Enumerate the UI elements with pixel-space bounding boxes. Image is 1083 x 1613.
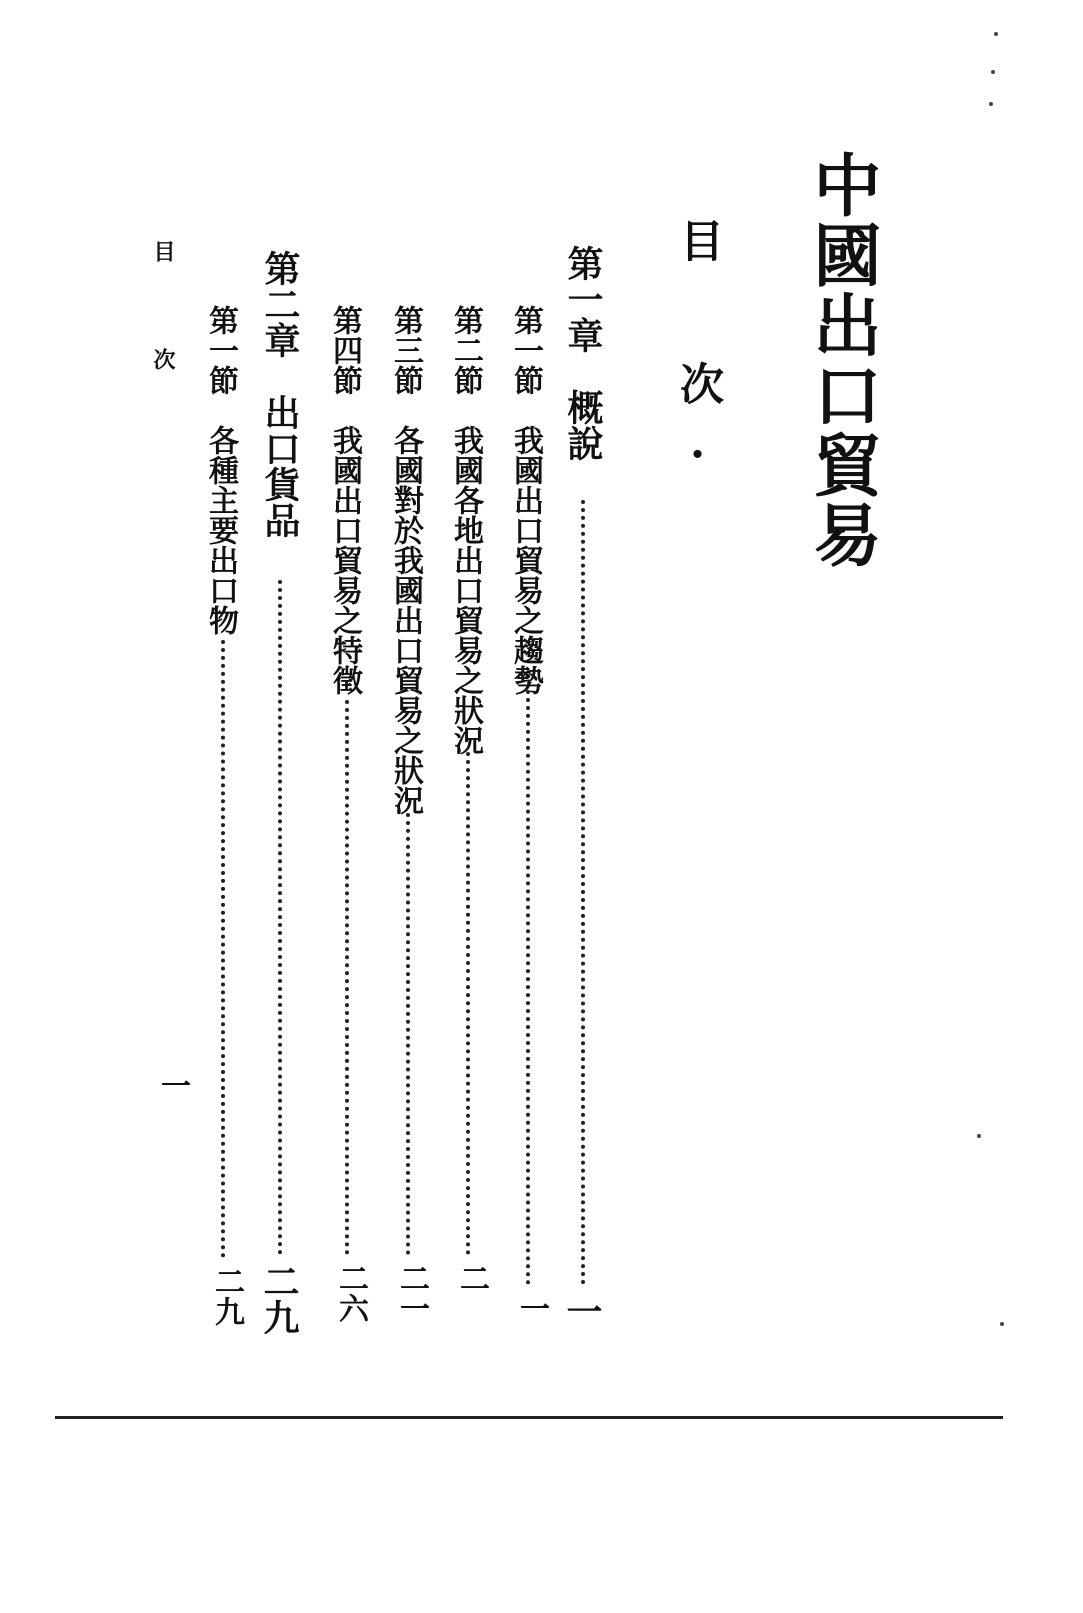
toc-entry — [558, 245, 608, 1365]
page-number: 一 — [155, 1070, 190, 1100]
toc-leader-dots — [221, 640, 225, 1258]
scan-speck — [989, 102, 993, 106]
toc-entry-label: 第三節 各國對於我國出口貿易之狀況 — [388, 305, 423, 815]
toc-entry — [255, 250, 305, 1335]
toc-entry — [198, 305, 248, 1338]
toc-entry — [383, 305, 433, 1335]
toc-page-number: 一 — [514, 1293, 549, 1323]
scan-speck — [994, 32, 998, 36]
bottom-rule — [55, 1416, 1003, 1419]
toc-page-number: 二九 — [209, 1266, 244, 1326]
toc-heading-dot: · — [672, 429, 723, 504]
toc-page-number: 二一 — [394, 1263, 429, 1323]
toc-page-number: 二九 — [258, 1263, 300, 1335]
toc-entry-label: 第一節 各種主要出口物 — [203, 305, 238, 635]
toc-entry-label: 第二章 出口貨品 — [259, 250, 301, 538]
toc-entry-label: 第四節 我國出口貿易之特徵 — [327, 305, 362, 695]
toc-heading — [665, 218, 729, 504]
toc-page-number: 一 — [561, 1293, 603, 1329]
toc-entry-label: 第一節 我國出口貿易之趨勢 — [508, 305, 543, 695]
toc-entry-label: 第二節 我國各地出口貿易之狀況 — [448, 305, 483, 755]
toc-leader-dots — [581, 500, 585, 1285]
toc-leader-dots — [466, 752, 470, 1255]
toc-entry — [503, 305, 553, 1365]
toc-entry-label: 第一章 概說 — [562, 245, 604, 461]
scan-speck — [991, 70, 995, 74]
toc-page-number: 二 — [454, 1263, 489, 1293]
toc-leader-dots — [406, 813, 410, 1255]
toc-entry — [322, 305, 372, 1335]
toc-entry — [443, 305, 493, 1335]
running-head: 目 次 — [150, 240, 176, 400]
scan-speck — [977, 1134, 981, 1138]
toc-heading-text: 目 次 — [672, 218, 723, 429]
toc-page-number: 二六 — [333, 1263, 368, 1323]
toc-leader-dots — [278, 580, 282, 1255]
scan-speck — [1000, 1322, 1004, 1326]
toc-leader-dots — [526, 690, 530, 1285]
toc-leader-dots — [345, 700, 349, 1255]
book-title: 中國出口貿易 — [802, 150, 882, 570]
